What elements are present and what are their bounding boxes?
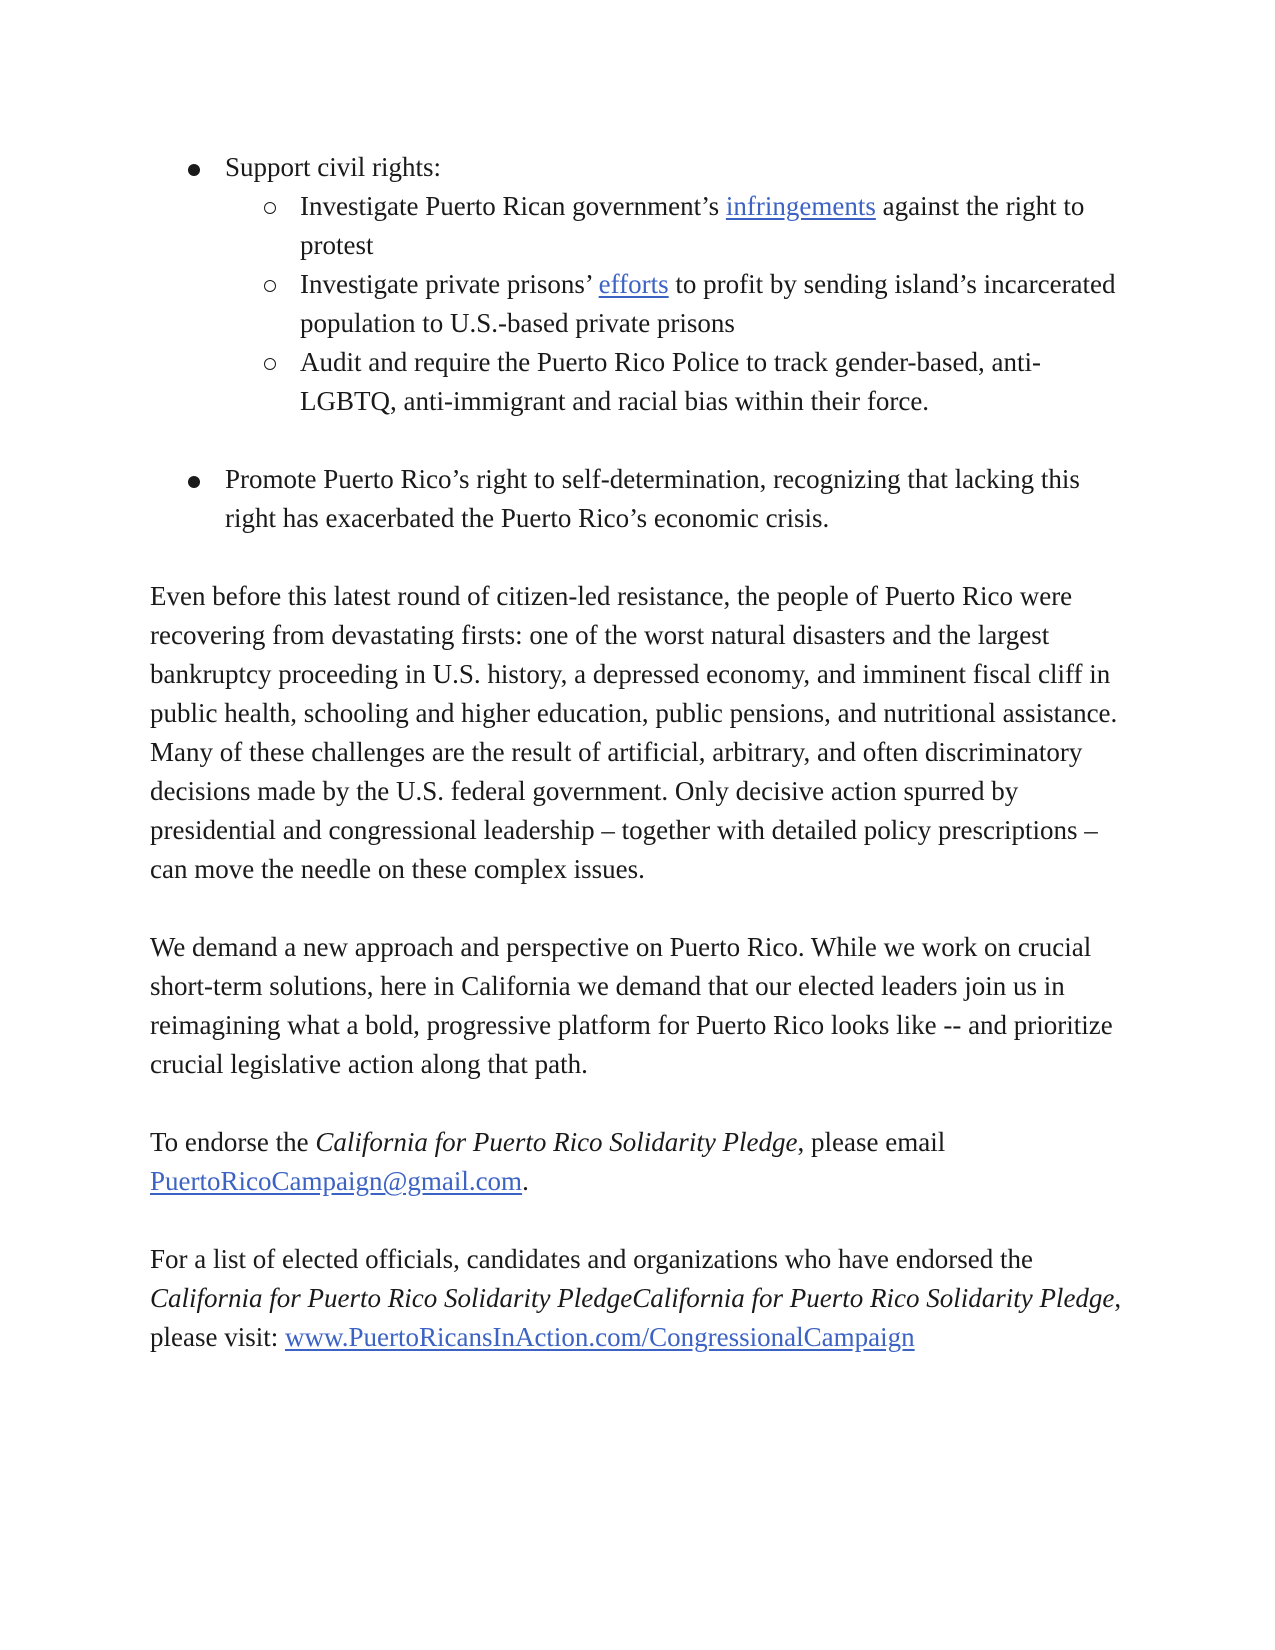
paragraph-endorse: To endorse the California for Puerto Rico Solidarity Pledge, please email PuertoRicoCampaign@gmail.com. [150, 1127, 946, 1196]
pledge-title: California for Puerto Rico Solidarity Pledge [315, 1127, 798, 1157]
bullet-circle-icon [264, 358, 276, 370]
campaign-website-link[interactable]: www.PuertoRicansInAction.com/CongressionalCampaign [284, 1322, 915, 1352]
efforts-link[interactable]: efforts [598, 269, 669, 299]
infringements-link[interactable]: infringements [725, 191, 876, 221]
email-link[interactable]: PuertoRicoCampaign@gmail.com [150, 1166, 523, 1196]
list-item-private-prisons: Investigate private prisons’ efforts to profit by sending island’s incarcerated population to U.S.-based private prisons [225, 265, 1130, 343]
paragraph-devastating-firsts: Even before this latest round of citizen-led resistance, the people of Puerto Rico were recovering from devastating firsts: one of the worst natural disasters and the largest bankruptcy proceeding in U.S. history, a depressed economy, and imminent fiscal cliff in public health, schooling and higher education, public pensions, and nutritional assistance. Many of these challenges are the result of artificial, arbitrary, and often discriminatory decisions made by the U.S. federal government. Only decisive action spurred by presidential and congressional leadership – together with detailed policy prescriptions – can move the needle on these complex issues. [150, 581, 1118, 884]
bullet-circle-icon [264, 280, 276, 292]
bullet-disc-icon [188, 476, 200, 488]
paragraph-new-approach: We demand a new approach and perspective on Puerto Rico. While we work on crucial short-term solutions, here in California we demand that our elected leaders join us in reimagining what a bold, progressive platform for Puerto Rico looks like -- and prioritize crucial legislative action along that path. [150, 932, 1113, 1079]
list-item-infringements: Investigate Puerto Rican government’s infringements against the right to protest [225, 187, 1130, 265]
civil-rights-sublist [225, 187, 1130, 421]
pledge-title-duplicated: California for Puerto Rico Solidarity PledgeCalifornia for Puerto Rico Solidarity Pledge [150, 1283, 1115, 1313]
civil-rights-heading: Support civil rights: [225, 152, 441, 182]
list-item-self-determination: Promote Puerto Rico’s right to self-determination, recognizing that lacking this right has exacerbated the Puerto Rico’s economic crisis. [150, 460, 1130, 538]
list-item-civil-rights [150, 148, 1130, 421]
bullet-circle-icon [264, 202, 276, 214]
top-bullet-list [150, 148, 1130, 421]
bullet-disc-icon [188, 164, 200, 176]
list-item-police-audit: Audit and require the Puerto Rico Police to track gender-based, anti-LGBTQ, anti-immigrant and racial bias within their force. [225, 343, 1130, 421]
document-page [150, 148, 1130, 1357]
self-determination-list [150, 460, 1130, 538]
paragraph-endorser-list: For a list of elected officials, candidates and organizations who have endorsed the California for Puerto Rico Solidarity PledgeCalifornia for Puerto Rico Solidarity Pledge, please visit: www.PuertoRicansInAction.com/CongressionalCampaign [150, 1244, 1122, 1352]
